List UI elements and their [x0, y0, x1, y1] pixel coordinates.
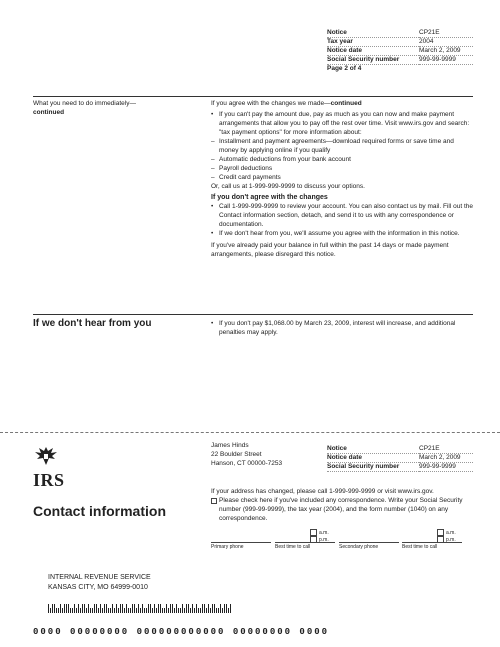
barcode-bar	[162, 608, 163, 613]
barcode-bar	[196, 604, 197, 613]
barcode-bar	[98, 608, 99, 613]
tax-year-value: 2004	[419, 38, 473, 47]
notice-value: CP21E	[419, 29, 473, 38]
barcode-bar	[172, 604, 173, 613]
barcode-bar	[122, 604, 123, 613]
barcode-bar	[112, 604, 113, 613]
barcode-bar	[118, 608, 119, 613]
barcode-bar	[148, 604, 149, 613]
barcode-bar	[116, 604, 117, 613]
section1-left-label	[33, 99, 203, 117]
barcode-bar	[124, 608, 125, 613]
barcode-bar	[90, 608, 91, 613]
barcode-bar	[206, 608, 207, 613]
agree-heading-continued: continued	[330, 100, 362, 107]
primary-phone-input[interactable]	[211, 542, 271, 543]
barcode-bar	[170, 604, 171, 613]
am-label: a.m.	[446, 529, 456, 536]
barcode-bar	[126, 604, 127, 613]
barcode-bar	[58, 608, 59, 613]
stub-ssn-label: Social Security number	[327, 463, 419, 472]
irs-mailing-address	[48, 573, 151, 593]
agree-bullet-text: If you can't pay the amount due, pay as much as you can now and make payment arrangements that allow you to pay off the rest over time. Visit www.irs.gov and search: "tax payment options" for more information about:	[219, 111, 470, 136]
barcode-bar	[190, 608, 191, 613]
address-change-text: If your address has changed, please call 1-999-999-9999 or visit www.irs.gov.	[211, 488, 434, 495]
stub-instructions	[211, 487, 475, 523]
irs-logo	[33, 445, 65, 491]
barcode-bar	[178, 608, 179, 613]
detach-line	[0, 432, 500, 433]
section1-rule	[33, 96, 473, 97]
barcode-bar	[186, 604, 187, 613]
barcode-bar	[164, 608, 165, 613]
barcode-bar	[216, 608, 217, 613]
barcode-bar	[132, 604, 133, 613]
payment-option-item: – Credit card payments	[219, 173, 475, 182]
section1-left-label-text: What you need to do immediately—	[33, 100, 136, 107]
barcode-bar	[144, 608, 145, 613]
secondary-time-input[interactable]	[402, 542, 462, 543]
barcode-bar	[152, 608, 153, 613]
barcode-bar	[188, 604, 189, 613]
stub-notice-value: CP21E	[419, 445, 473, 454]
disagree-bullet: • If we don't hear from you, we'll assume you agree with the information in this notice.	[219, 229, 475, 238]
am-label: a.m.	[319, 529, 329, 536]
disagree-bullet: • Call 1-999-999-9999 to review your account. You can also contact us by mail. Fill out the Contact information section, detach, and send it to us with any correspondence or documentation.	[219, 202, 475, 229]
taxpayer-street: 22 Boulder Street	[211, 451, 262, 458]
barcode-bar	[166, 604, 167, 613]
barcode-bar	[154, 604, 155, 613]
barcode-bar	[86, 608, 87, 613]
irs-eagle-icon	[33, 445, 59, 467]
barcode-bar	[198, 608, 199, 613]
paid-note: If you've already paid your balance in full within the past 14 days or made payment arrangements, please disregard this notice.	[211, 242, 449, 258]
secondary-phone-input[interactable]	[339, 542, 399, 543]
primary-phone-label: Primary phone	[211, 544, 244, 550]
barcode-bar	[104, 604, 105, 613]
barcode-bar	[182, 604, 183, 613]
barcode-bar	[222, 608, 223, 613]
barcode-bar	[212, 604, 213, 613]
barcode-bar	[74, 604, 75, 613]
barcode-bar	[70, 608, 71, 613]
barcode-bar	[100, 604, 101, 613]
secondary-time-label: Best time to call	[402, 544, 438, 550]
secondary-phone-label: Secondary phone	[339, 544, 379, 550]
section2-title: If we don't hear from you	[33, 318, 152, 329]
barcode-bar	[140, 608, 141, 613]
payment-option-item: – Payroll deductions	[219, 164, 475, 173]
barcode-bar	[204, 604, 205, 613]
section2-bullet: • If you don't pay $1,068.00 by March 23, 2009, interest will increase, and additional penalties may apply.	[219, 319, 475, 337]
ssn-label: Social Security number	[327, 56, 419, 65]
notice-label: Notice	[327, 29, 419, 38]
barcode-bar	[108, 608, 109, 613]
pm-label: p.m.	[446, 536, 456, 543]
section1-left-label-continued: continued	[33, 109, 65, 116]
primary-am-checkbox[interactable]	[310, 529, 317, 536]
barcode-bar	[110, 608, 111, 613]
agree-bullet-list	[211, 110, 475, 137]
barcode-bar	[214, 604, 215, 613]
or-call-text: Or, call us at 1-999-999-9999 to discuss your options.	[211, 183, 365, 190]
barcode-bar	[226, 604, 227, 613]
irs-logo-text: IRS	[33, 470, 65, 490]
stub-notice-date-value: March 2, 2009	[419, 454, 473, 463]
correspondence-checkbox-row	[211, 496, 475, 523]
barcode-bar	[92, 608, 93, 613]
secondary-ampm	[437, 529, 456, 543]
disagree-bullet-list	[211, 202, 475, 238]
agree-heading-text: If you agree with the changes we made—	[211, 100, 331, 107]
taxpayer-address	[211, 441, 321, 468]
notice-date-value: March 2, 2009	[419, 47, 473, 56]
barcode-bar	[176, 604, 177, 613]
barcode-bar	[80, 608, 81, 613]
barcode-bar	[230, 604, 231, 613]
payment-options-list	[211, 137, 475, 182]
barcode-bar	[210, 608, 211, 613]
payment-option-item: – Installment and payment agreements—download required forms or save time and money by applying online if you qualify	[219, 137, 475, 155]
header-notice-table	[327, 29, 473, 73]
barcode-bar	[88, 604, 89, 613]
barcode-bar	[180, 608, 181, 613]
barcode-bar	[130, 608, 131, 613]
barcode-bar	[160, 604, 161, 613]
stub-notice-label: Notice	[327, 445, 419, 454]
disagree-heading: If you don't agree with the changes	[211, 194, 328, 201]
barcode-bar	[96, 604, 97, 613]
barcode-bar	[134, 604, 135, 613]
stub-ssn-value: 999-99-9999	[419, 463, 473, 472]
barcode-bar	[84, 604, 85, 613]
barcode-bar	[82, 604, 83, 613]
secondary-am-checkbox[interactable]	[437, 529, 444, 536]
section2-bullet-list	[211, 319, 475, 337]
barcode-bar	[68, 604, 69, 613]
stub-notice-box	[327, 445, 473, 472]
postal-barcode	[48, 595, 232, 604]
barcode-bar	[194, 608, 195, 613]
section1-body	[211, 99, 475, 259]
barcode-bar	[64, 604, 65, 613]
irs-address-line: INTERNAL REVENUE SERVICE	[48, 574, 151, 581]
barcode-bar	[54, 604, 55, 613]
primary-time-label: Best time to call	[275, 544, 311, 550]
barcode-bar	[218, 608, 219, 613]
stub-notice-date-label: Notice date	[327, 454, 419, 463]
barcode-bar	[208, 604, 209, 613]
barcode-bar	[72, 608, 73, 613]
notice-date-label: Notice date	[327, 47, 419, 56]
correspondence-checkbox-label: Please check here if you've included any correspondence. Write your Social Security number (999-99-9999), the tax year (2004), and the form number (1040) on any correspondence.	[219, 497, 463, 522]
barcode-bar	[52, 604, 53, 613]
barcode-bar	[224, 604, 225, 613]
barcode-bar	[106, 604, 107, 613]
barcode-bar	[146, 608, 147, 613]
barcode-bar	[202, 604, 203, 613]
barcode-bar	[56, 608, 57, 613]
phone-fields	[211, 529, 475, 551]
contact-info-title: Contact information	[33, 503, 166, 519]
barcode-bar	[94, 604, 95, 613]
barcode-bar	[156, 608, 157, 613]
taxpayer-city: Hanson, CT 00000-7253	[211, 460, 283, 467]
barcode-bar	[142, 604, 143, 613]
barcode-bar	[168, 608, 169, 613]
barcode-bar	[78, 604, 79, 613]
barcode-bar	[120, 604, 121, 613]
section2-body	[211, 319, 475, 337]
barcode-bar	[48, 604, 49, 613]
pm-label: p.m.	[319, 536, 329, 543]
barcode-bar	[174, 608, 175, 613]
barcode-bar	[60, 604, 61, 613]
barcode-bar	[138, 604, 139, 613]
barcode-bar	[50, 608, 51, 613]
barcode-bar	[200, 608, 201, 613]
scanline: 0000 00000000 000000000000 00000000 0000	[33, 627, 330, 637]
barcode-bar	[228, 608, 229, 613]
taxpayer-name: James Hinds	[211, 442, 249, 449]
primary-time-input[interactable]	[275, 542, 335, 543]
agree-bullet	[219, 110, 475, 137]
agree-heading	[211, 99, 475, 108]
barcode-bar	[102, 608, 103, 613]
barcode-bar	[66, 604, 67, 613]
barcode-bar	[136, 608, 137, 613]
tax-year-label: Tax year	[327, 38, 419, 47]
correspondence-checkbox[interactable]	[211, 498, 217, 504]
barcode-bar	[62, 608, 63, 613]
stub-notice-table	[327, 445, 473, 472]
barcode-bar	[150, 604, 151, 613]
barcode-bar	[114, 608, 115, 613]
section2-rule	[33, 314, 473, 315]
primary-ampm	[310, 529, 329, 543]
barcode-bar	[220, 604, 221, 613]
header-notice-box	[327, 29, 473, 73]
payment-option-item: – Automatic deductions from your bank account	[219, 155, 475, 164]
barcode-bar	[158, 604, 159, 613]
barcode-bar	[128, 608, 129, 613]
ssn-value: 999-99-9999	[419, 56, 473, 65]
page-number: Page 2 of 4	[327, 65, 362, 72]
barcode-bar	[192, 604, 193, 613]
irs-address-line: KANSAS CITY, MO 64999-0010	[48, 584, 148, 591]
barcode-bar	[184, 608, 185, 613]
barcode-bar	[76, 608, 77, 613]
